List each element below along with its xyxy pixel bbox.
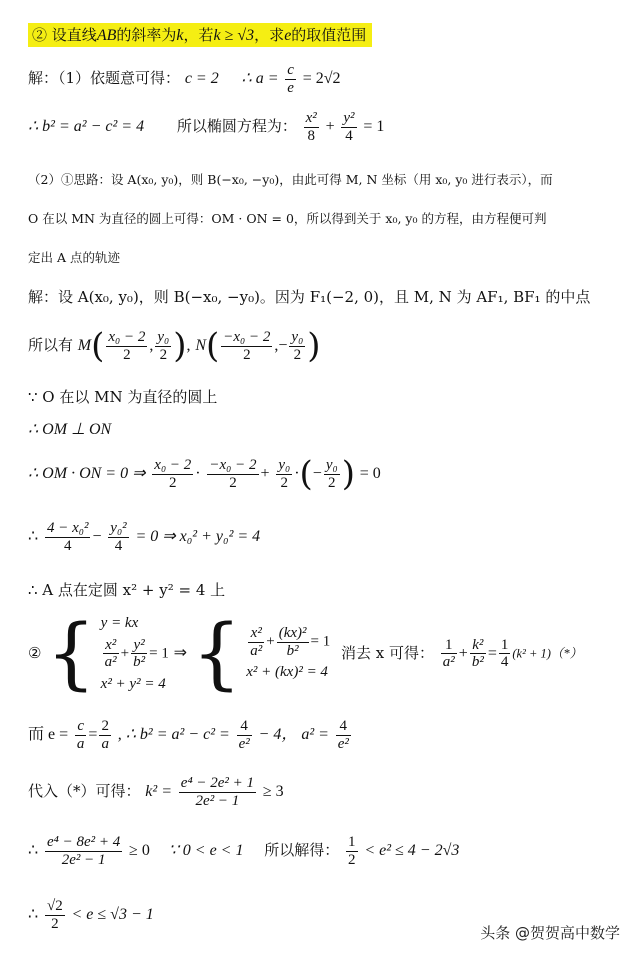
solution-setup: 解：设 A(x₀, y₀)，则 B(−x₀, −y₀)。因为 F₁(−2, 0)，且 M, N 为 AF₁, BF₁ 的中点 <box>28 288 591 306</box>
inequality-solution: ∴ $\frac{\text{e⁴ − 8e² + 4}}{\text{2e² − 1}}$ ≥ 0 ∵ 0 < e < 1 所以解得： $\frac{1}{2}$ < e² ≤ 4 − 2√3 <box>28 834 460 868</box>
system-of-equations: ② { y = kx $\frac{\text{x²}}{\text{a²}}$ + $\frac{\text{y²}}{\text{b²}}$ = 1 x² + y² = 4 ⇒ { $\frac{\text{x²}}{\text{a²}}$ + $\frac{\text{(kx)²}}{\text{b²}}$ = 1 x² + (kx)² = 4 消去 x 可得： $\frac{1}{\text{a²}}$ + $\frac{\text{k²}}{\text{b²}}$ = $\frac{1}{4}$ (k² + 1)（*） <box>28 608 583 699</box>
approach-line-3: 定出 A 点的轨迹 <box>28 250 120 265</box>
ellipse-equation: ∴ b² = a² − c² = 4 所以椭圆方程为： $\frac{\text{x²}}{8}$ + $\frac{\text{y²}}{4}$ = 1 <box>28 110 385 144</box>
watermark: 头条 @贺贺高中数学 <box>480 924 620 942</box>
solution-part1: 解：（1）依题意可得： c = 2 ∴ a = $\frac{c}{e}$ = 2√2 <box>28 62 341 96</box>
midpoints-MN: 所以有 M( $\frac{\text{x₀ − 2}}{2}$ , $\frac{\text{y₀}}{2}$ ), N( $\frac{\text{−x₀ − 2}}{2}$ ,− $\frac{\text{y₀}}{2}$ ) <box>28 326 321 366</box>
final-answer: ∴ $\frac{√2}{2}$ < e ≤ √3 − 1 <box>28 898 154 932</box>
problem-heading: ② 设直线AB的斜率为k，若k ≥ √3，求e的取值范围 <box>28 27 372 45</box>
fraction: $\frac{c}{e}$ <box>287 62 294 96</box>
circled-number: ② <box>32 26 48 44</box>
eccentricity-relations: 而 e = $\frac{c}{a}$ = $\frac{2}{a}$ , ∴ b² = a² − c² = $\frac{4}{\text{e²}}$ − 4， a² = $\frac{4}{\text{e²}}$ <box>28 718 349 752</box>
dot-product-line: ∴ OM · ON = 0 ⇒ $\frac{\text{x₀ − 2}}{2}$ · $\frac{\text{−x₀ − 2}}{2}$ + $\frac{\text{y₀}}{2}$ ·(− $\frac{\text{y₀}}{2}$ ) = 0 <box>28 454 381 494</box>
circle-derivation: ∴ $\frac{\text{4 − x₀²}}{4}$ − $\frac{\text{y₀²}}{4}$ = 0 ⇒ x₀² + y₀² = 4 <box>28 520 261 554</box>
fixed-circle-conclusion: ∴ A 点在定圆 x² + y² = 4 上 <box>28 581 226 599</box>
substitution-line: 代入（*）可得： k² = $\frac{\text{e⁴ − 2e² + 1}}{\text{2e² − 1}}$ ≥ 3 <box>28 775 284 809</box>
because-line: ∵ O 在以 MN 为直径的圆上 <box>28 388 218 406</box>
approach-line-2: O 在以 MN 为直径的圆上可得：OM · ON = 0，所以得到关于 x₀, y₀ 的方程，由方程便可判 <box>28 211 547 226</box>
approach-line-1: （2）①思路：设 A(x₀, y₀)，则 B(−x₀, −y₀)，由此可得 M, N 坐标（用 x₀, y₀ 进行表示），而 <box>28 172 553 187</box>
perpendicular-line: ∴ OM ⊥ ON <box>28 421 112 438</box>
